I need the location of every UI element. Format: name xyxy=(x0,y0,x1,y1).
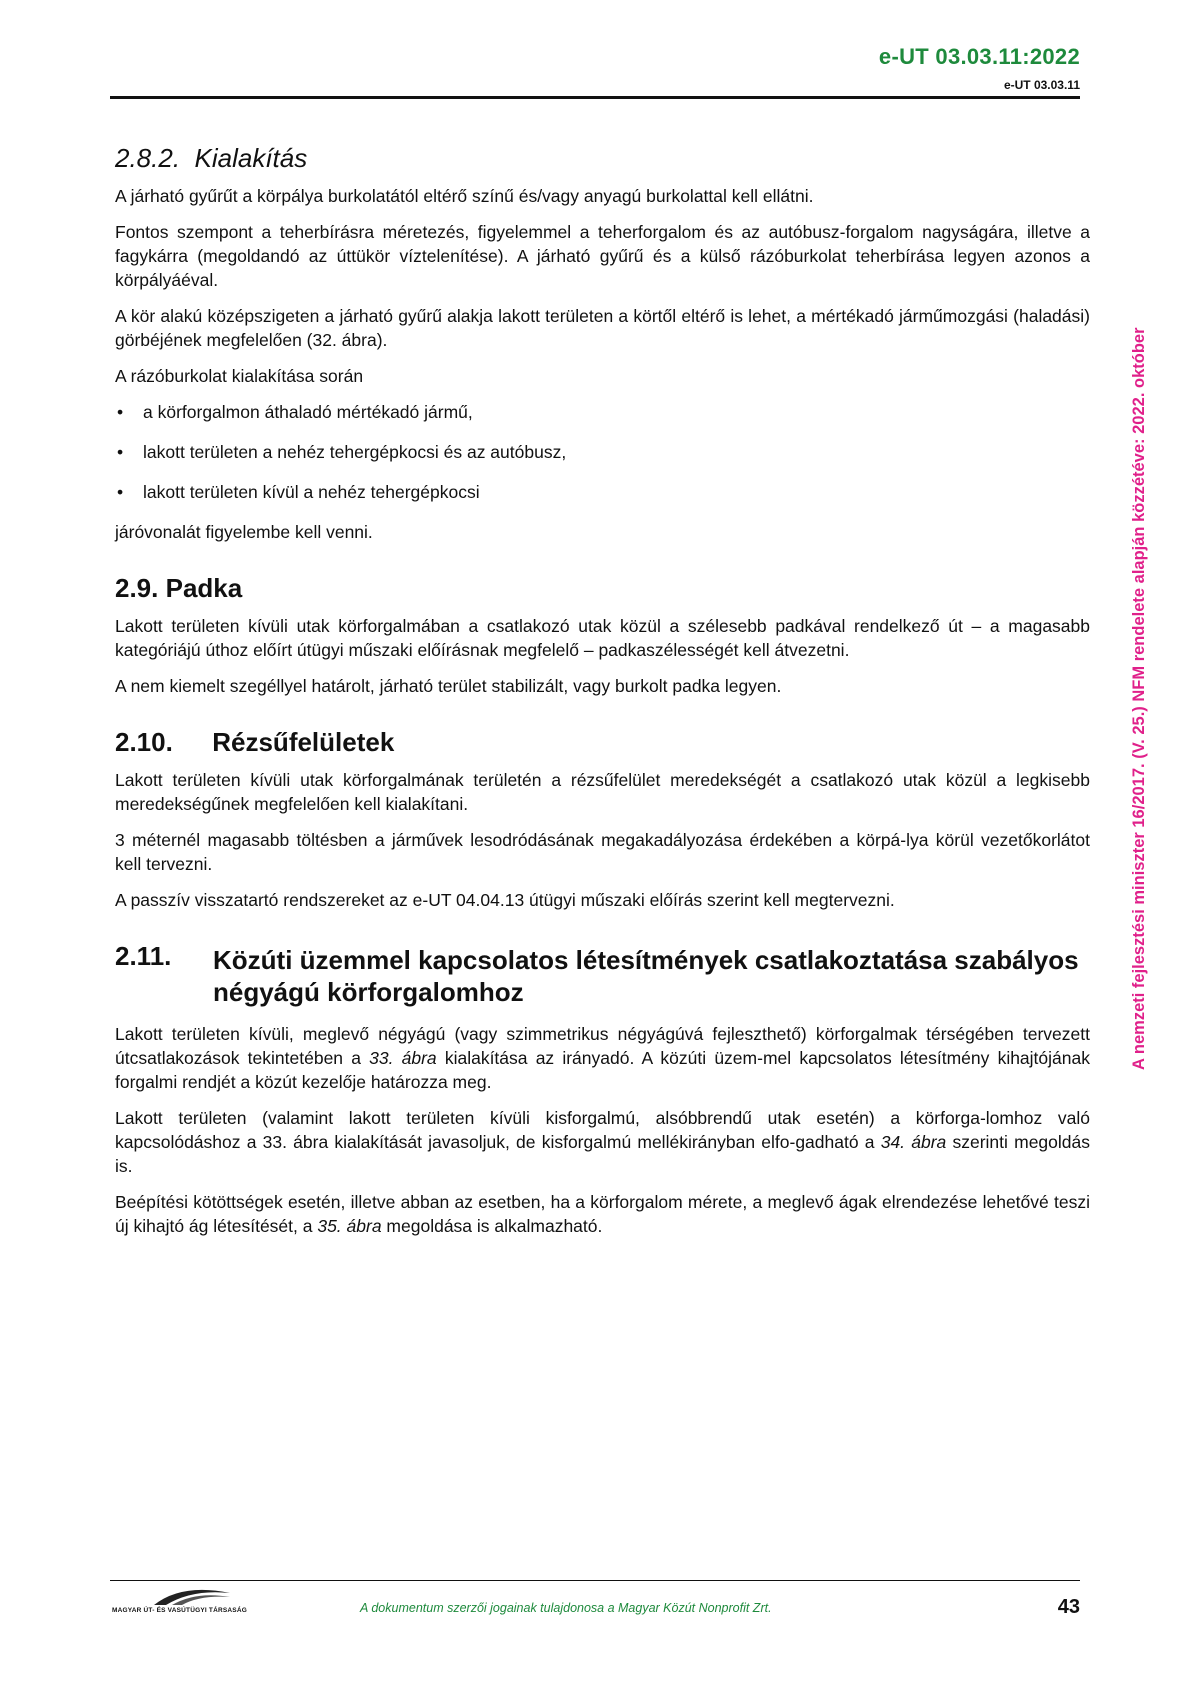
section-title: Rézsűfelületek xyxy=(212,727,395,757)
document-code: e-UT 03.03.11:2022 xyxy=(878,44,1080,69)
page-content xyxy=(115,138,1090,1250)
paragraph: Lakott területen kívüli utak körforgalmának területén a rézsűfelület meredekségét a csatlakozó utak közül a legkisebb meredekségűnek megfelelően kell kialakítani. xyxy=(115,770,1090,814)
paragraph: A rázóburkolat kialakítása során xyxy=(115,366,364,386)
section-title: Padka xyxy=(165,573,243,603)
society-logo xyxy=(112,1587,262,1621)
section-number: 2.11. xyxy=(115,941,172,971)
paragraph: Lakott területen kívüli utak körforgalmában a csatlakozó utak közül a szélesebb padkával rendelkező út – a magasabb kategóriájú úthoz előírt útügyi műszaki előírásnak megfelelő – padkaszélességét kell átvezetni. xyxy=(115,616,1090,660)
header-divider xyxy=(110,96,1080,99)
copyright-notice: A dokumentum szerzői jogainak tulajdonosa a Magyar Közút Nonprofit Zrt. xyxy=(360,1601,772,1615)
section-number: 2.10. xyxy=(115,727,173,757)
paragraph: Lakott területen (valamint lakott területen kívüli kisforgalmú, alsóbbrendű utak esetén) a körforga-lomhoz való kapcsolódáshoz a 33. ábra kialakítását javasoljuk, de kisforgalmú mellékirányban elfo-gadható a 34. ábra szerinti megoldás is. xyxy=(115,1108,1090,1176)
publication-side-note: A nemzeti fejlesztési miniszter 16/2017. (V. 25.) NFM rendelete alapján közzétéve: 2022. október xyxy=(1130,327,1148,1070)
road-swoosh-icon xyxy=(152,1587,232,1607)
document-subcode: e-UT 03.03.11 xyxy=(1003,78,1080,92)
paragraph: 3 méternél magasabb töltésben a járművek lesodródásának megakadályozása érdekében a körpá-lya körül vezetőkorlátot kell tervezni. xyxy=(115,830,1090,874)
section-heading-2-9 xyxy=(115,573,1090,603)
list-item: • lakott területen kívül a nehéz tehergépkocsi xyxy=(115,480,1090,504)
section-heading-2-10 xyxy=(115,727,1090,757)
page-number: 43 xyxy=(1057,1596,1080,1618)
paragraph: járóvonalát figyelembe kell venni. xyxy=(115,522,373,542)
paragraph: A járható gyűrűt a körpálya burkolatától eltérő színű és/vagy anyagú burkolattal kell ellátni. xyxy=(115,186,814,206)
section-title: Közúti üzemmel kapcsolatos létesítmények csatlakoztatása szabályos négyágú körforgalomhoz xyxy=(213,945,1079,1007)
section-number: 2.9. xyxy=(115,573,159,603)
figure-reference: 33. ábra xyxy=(369,1048,437,1068)
paragraph: A nem kiemelt szegéllyel határolt, járható terület stabilizált, vagy burkolt padka legyen. xyxy=(115,676,782,696)
paragraph: A passzív visszatartó rendszereket az e-UT 04.04.13 útügyi műszaki előírás szerint kell megtervezni. xyxy=(115,890,895,910)
footer-divider xyxy=(110,1580,1080,1581)
paragraph: Fontos szempont a teherbírásra méretezés, figyelemmel a teherforgalom és az autóbusz-forgalom nagyságára, illetve a fagykárra (megoldandó az úttükör víztelenítése). A járható gyűrű és a külső rázóburkolat teherbírása legyen azonos a körpályáéval. xyxy=(115,222,1090,290)
section-heading-2-11 xyxy=(115,941,1090,1008)
logo-text: MAGYAR ÚT- ÉS VASÚTÜGYI TÁRSASÁG xyxy=(112,1607,247,1614)
bullet-list xyxy=(115,400,1090,504)
list-item: • a körforgalmon áthaladó mértékadó jármű, xyxy=(115,400,1090,424)
list-item: • lakott területen a nehéz tehergépkocsi és az autóbusz, xyxy=(115,440,1090,464)
paragraph: Beépítési kötöttségek esetén, illetve abban az esetben, ha a körforgalom mérete, a meglevő ágak elrendezése lehetővé teszi új kihajtó ág létesítését, a 35. ábra megoldása is alkalmazható. xyxy=(115,1192,1090,1236)
section-title: Kialakítás xyxy=(194,143,308,173)
section-heading-2-8-2 xyxy=(115,143,1090,173)
section-number: 2.8.2. xyxy=(115,143,181,173)
figure-reference: 34. ábra xyxy=(880,1132,947,1152)
paragraph: A kör alakú középszigeten a járható gyűrű alakja lakott területen a körtől eltérő is lehet, a mértékadó járműmozgási (haladási) görbéjének megfelelően (32. ábra). xyxy=(115,306,1090,350)
paragraph: Lakott területen kívüli, meglevő négyágú (vagy szimmetrikus négyágúvá fejleszthető) körforgalmak térségében tervezett útcsatlakozások tekintetében a 33. ábra kialakítása az irányadó. A közúti üzem-mel kapcsolatos létesítmény kihajtójának forgalmi rendjét a közút kezelője határozza meg. xyxy=(115,1024,1090,1092)
figure-reference: 35. ábra xyxy=(317,1216,382,1236)
